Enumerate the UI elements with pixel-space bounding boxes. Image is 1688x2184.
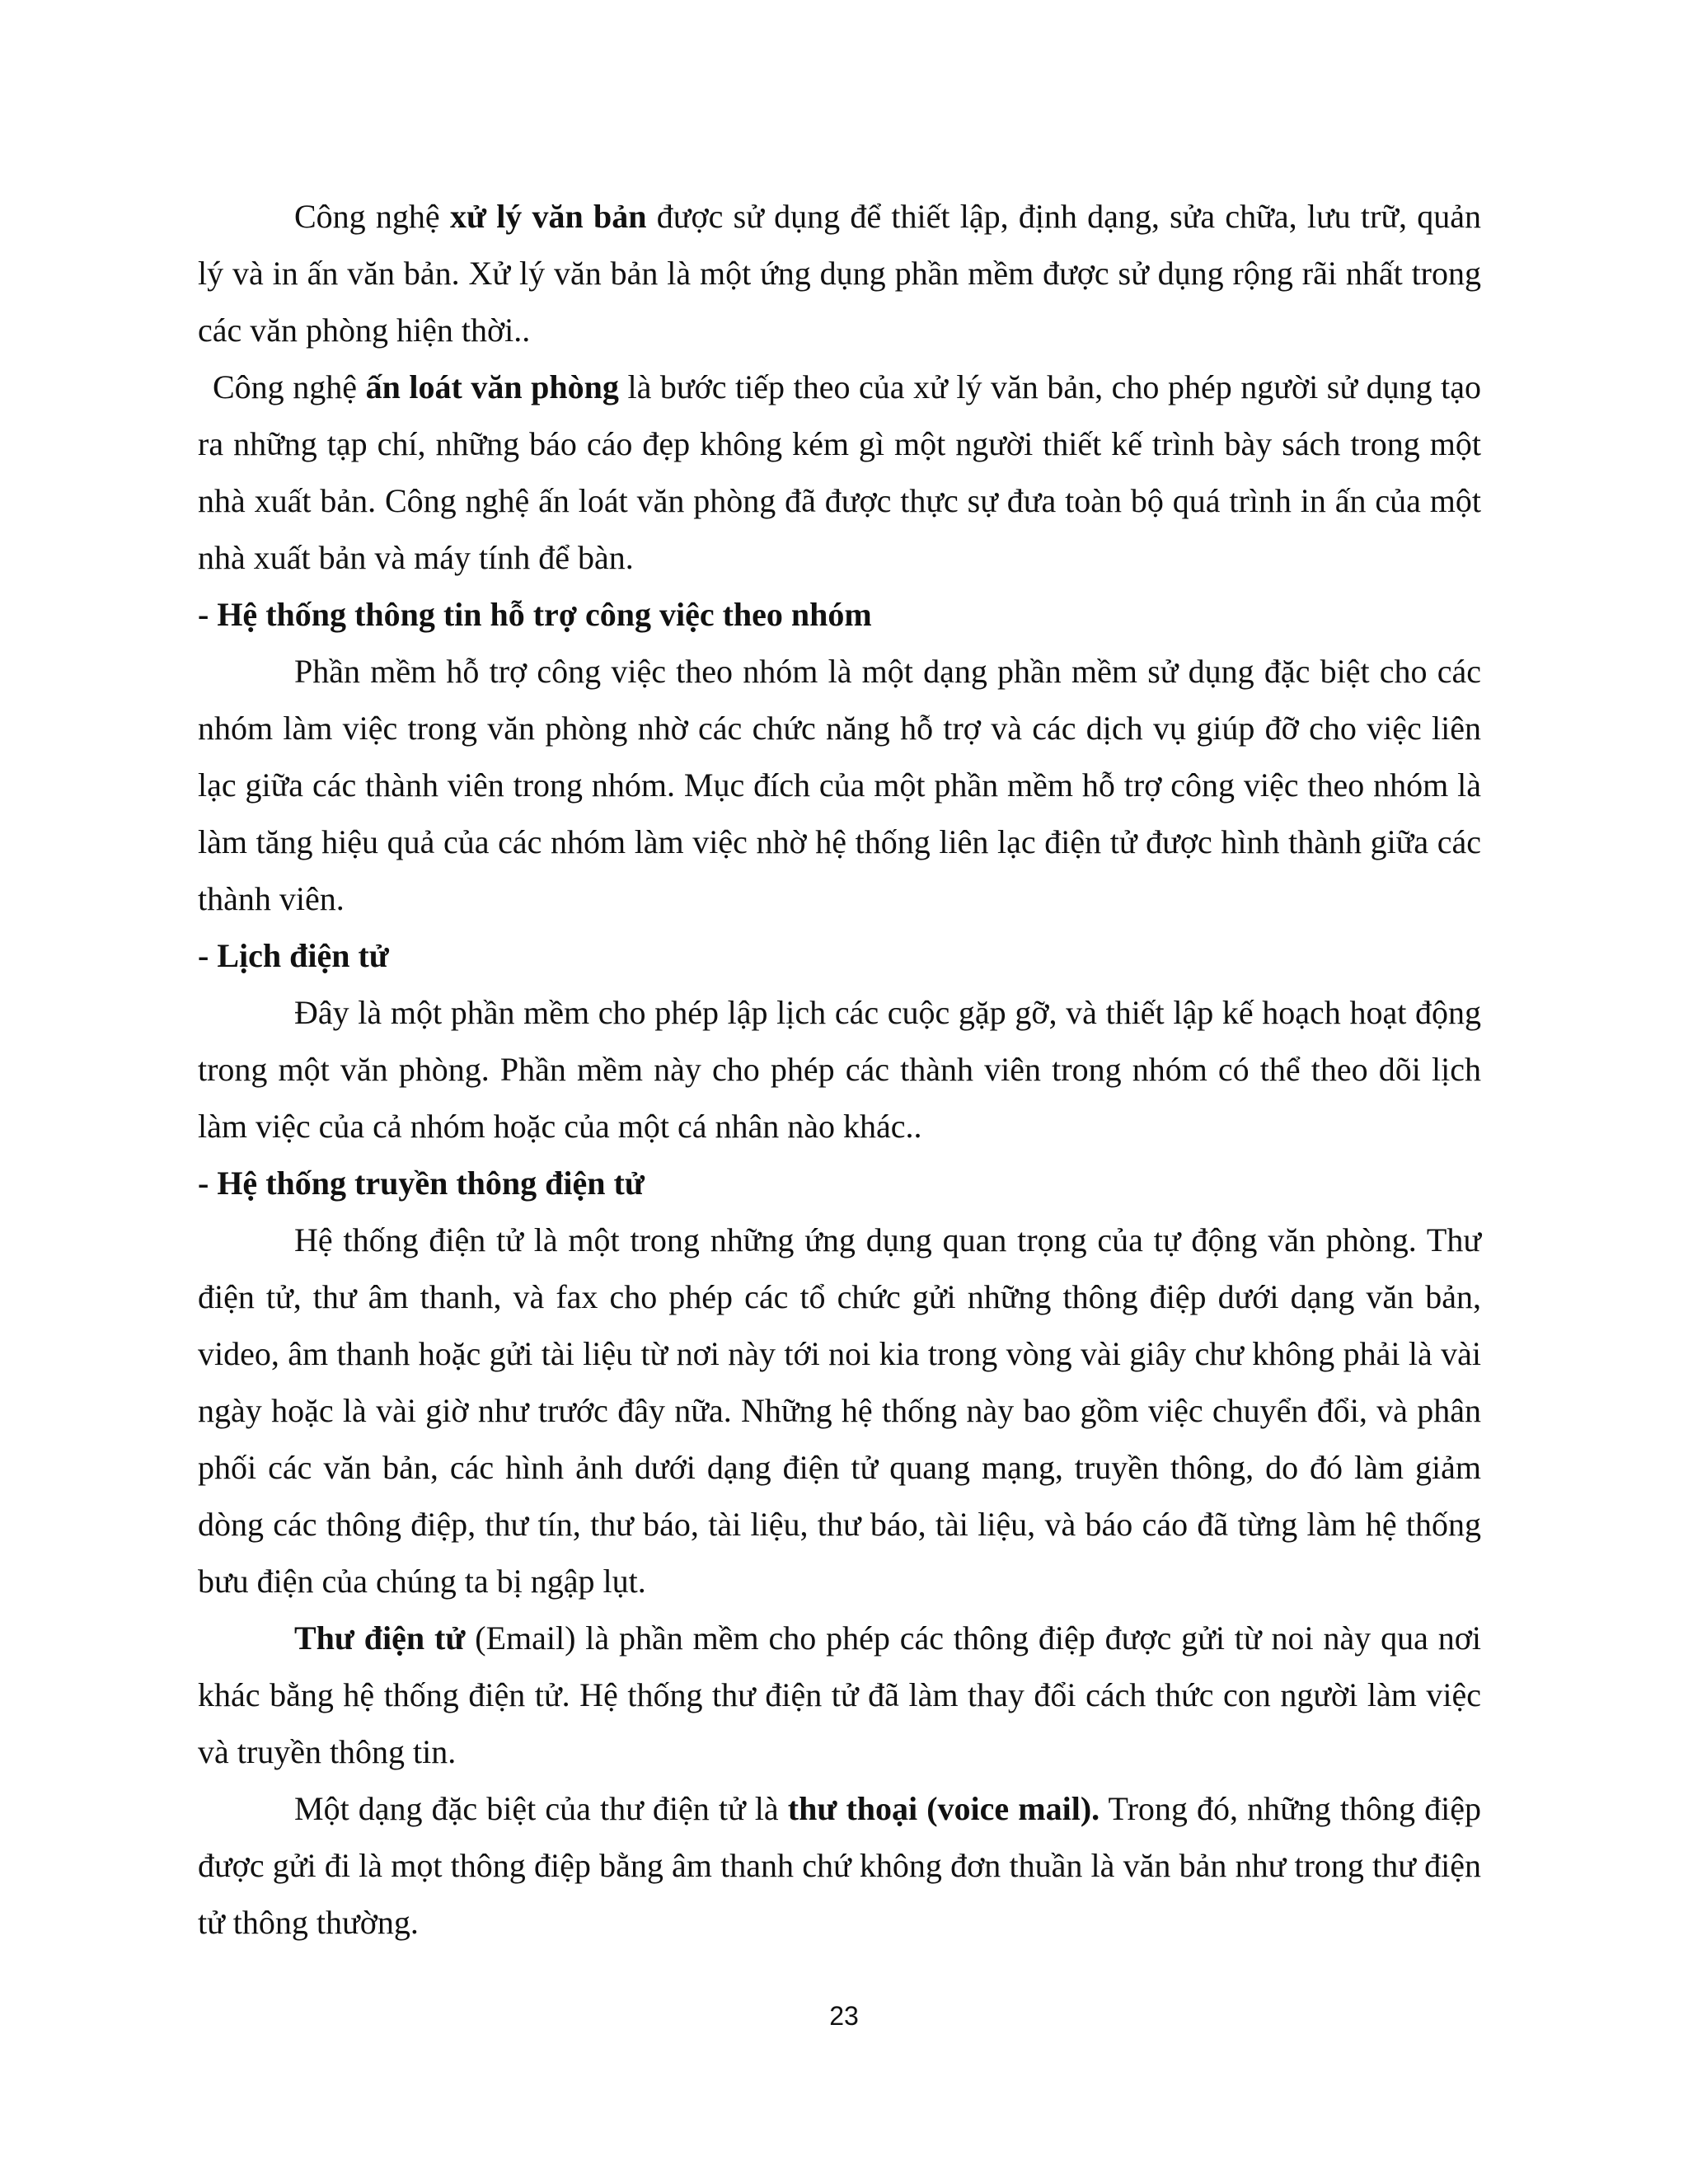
paragraph-voice-mail xyxy=(198,1780,1481,1951)
paragraph-electronic-communication: Hệ thống điện tử là một trong những ứng dụng quan trọng của tự động văn phòng. Thư điện tử, thư âm thanh, và fax cho phép các tổ chức gửi những thông điệp dưới dạng văn bản, video, âm thanh hoặc gửi tài liệu từ nơi này tới noi kia trong vòng vài giây chư không phải là vài ngày hoặc là vài giờ như trước đây nữa. Những hệ thống này bao gồm việc chuyển đổi, và phân phối các văn bản, các hình ảnh dưới dạng điện tử quang mạng, truyền thông, do đó làm giảm dòng các thông điệp, thư tín, thư báo, tài liệu, thư báo, tài liệu, và báo cáo đã từng làm hệ thống bưu điện của chúng ta bị ngập lụt. xyxy=(198,1221,1481,1600)
paragraph-text: Công nghệ xyxy=(294,198,450,235)
paragraph-email xyxy=(198,1610,1481,1780)
bold-term: thư thoại (voice mail). xyxy=(787,1790,1100,1827)
paragraph-text: được sử dụng để thiết lập, định dạng, sửa chữa, lưu trữ, quản lý và in ấn văn bản. Xử lý văn bản là một ứng dụng phần mềm được sử dụng rộng rãi nhất trong các văn phòng hiện thời.. xyxy=(198,198,1482,349)
paragraph-text: Công nghệ xyxy=(213,368,366,405)
paragraph-word-processing xyxy=(198,188,1481,359)
paragraph-text: là bước tiếp theo của xử lý văn bản, cho phép người sử dụng tạo ra những tạp chí, những báo cáo đẹp không kém gì một người thiết kế trình bày sách trong một nhà xuất bản. Công nghệ ấn loát văn phòng đã được thực sự đưa toàn bộ quá trình in ấn của một nhà xuất bản và máy tính để bàn. xyxy=(198,368,1481,576)
bold-term: ấn loát văn phòng xyxy=(365,368,619,405)
paragraph-text: Trong đó, những thông điệp được gửi đi là mọt thông điệp bằng âm thanh chứ không đơn thuần là văn bản như trong thư điện tử thông thường. xyxy=(198,1790,1482,1941)
document-body xyxy=(198,188,1481,1951)
paragraph-desktop-publishing xyxy=(198,359,1481,586)
page-number: 23 xyxy=(829,2001,859,2031)
heading-electronic-communication: - Hệ thống truyền thông điện tử xyxy=(198,1165,645,1202)
paragraph-groupware: Phần mềm hỗ trợ công việc theo nhóm là một dạng phần mềm sử dụng đặc biệt cho các nhóm làm việc trong văn phòng nhờ các chức năng hỗ trợ và các dịch vụ giúp đỡ cho việc liên lạc giữa các thành viên trong nhóm. Mục đích của một phần mềm hỗ trợ công việc theo nhóm là làm tăng hiệu quả của các nhóm làm việc nhờ hệ thống liên lạc điện tử được hình thành giữa các thành viên. xyxy=(198,653,1481,917)
bold-term: xử lý văn bản xyxy=(449,198,647,235)
paragraph-electronic-calendar: Đây là một phần mềm cho phép lập lịch các cuộc gặp gỡ, và thiết lập kế hoạch hoạt động trong một văn phòng. Phần mềm này cho phép các thành viên trong nhóm có thể theo dõi lịch làm việc của cả nhóm hoặc của một cá nhân nào khác.. xyxy=(198,994,1481,1145)
paragraph-text: (Email) là phần mềm cho phép các thông điệp được gửi từ noi này qua nơi khác bằng hệ thống điện tử. Hệ thống thư điện tử đã làm thay đổi cách thức con người làm việc và truyền thông tin. xyxy=(198,1619,1481,1770)
bold-term: Thư điện tử xyxy=(294,1619,466,1657)
paragraph-text: Một dạng đặc biệt của thư điện tử là xyxy=(294,1790,788,1827)
heading-groupware: - Hệ thống thông tin hỗ trợ công việc theo nhóm xyxy=(198,596,872,633)
heading-electronic-calendar: - Lịch điện tử xyxy=(198,937,389,974)
